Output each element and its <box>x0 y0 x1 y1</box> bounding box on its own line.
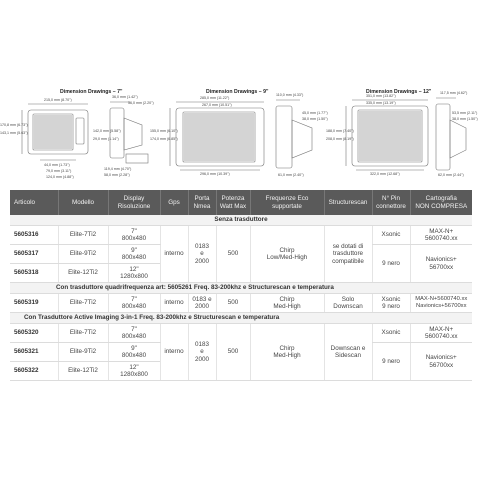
col-structurescan: Structurescan <box>324 190 372 215</box>
dim-7-side-d: 58,0 mm (2.28") <box>104 173 130 177</box>
col-potenza <box>216 190 250 215</box>
article-code: 5605319 <box>10 294 58 313</box>
drawing-title-9: Dimension Drawings – 9" <box>206 89 269 95</box>
col-porta <box>188 190 216 215</box>
dimension-drawings-graphics <box>0 0 480 190</box>
model-name: Elite-7Ti2 <box>58 324 108 343</box>
nmea-value: 0183 e 2000 <box>188 294 216 313</box>
unit-7-mount <box>126 154 148 163</box>
dim-9-base: 296,0 mm (10.39") <box>200 172 230 176</box>
carto-value-bottom: Navionics+ 56700xx <box>410 245 472 283</box>
section-title: Senza trasduttore <box>10 215 472 226</box>
structurescan-value: Solo Downscan <box>324 294 372 313</box>
nmea-value: 0183 e 2000 <box>188 226 216 283</box>
power-value: 500 <box>216 294 250 313</box>
dim-12-depth-a: 117,5 mm (4.62") <box>440 91 468 95</box>
dim-9-left-b: 174,0 mm (6.85") <box>150 137 178 141</box>
power-value: 500 <box>216 226 250 283</box>
model-name: Elite-12Ti2 <box>58 362 108 381</box>
section-title: Con Trasduttore Active Imaging 3-in-1 Freq. 83-200khz e Structurescan e temperatura <box>10 313 472 324</box>
dim-7-base-c: 124,0 mm (4.88") <box>46 175 74 179</box>
dim-7-depth-b: 56,0 mm (2.20") <box>128 101 154 105</box>
dim-7-base-b: 79,0 mm (3.11") <box>46 169 72 173</box>
model-name: Elite-9Ti2 <box>58 245 108 264</box>
spec-table <box>10 190 472 381</box>
gps-value: interno <box>160 324 188 381</box>
article-code: 5605321 <box>10 343 58 362</box>
dim-7-left-b: 143,1 mm (5.63") <box>0 131 28 135</box>
article-code: 5605318 <box>10 264 58 283</box>
dim-12-depth-c: 38,0 mm (1.50") <box>452 117 478 121</box>
unit-9-side <box>276 106 292 168</box>
dim-9-width-a: 285,0 mm (11.22") <box>200 96 230 100</box>
display-resolution: 12" 1280x800 <box>108 362 160 381</box>
carto-value-bottom: Navionics+ 56700xx <box>410 343 472 381</box>
unit-12-screen-fill <box>359 111 421 161</box>
pin-value-bottom: 9 nero <box>372 343 410 381</box>
col-porta-label: Porta Nmea <box>193 195 211 210</box>
table-row <box>10 294 472 313</box>
display-resolution: 12" 1280x800 <box>108 264 160 283</box>
carto-value-top: MAX-N+ 5600740.xx <box>410 226 472 245</box>
pin-value-top: Xsonic <box>372 324 410 343</box>
article-code: 5605322 <box>10 362 58 381</box>
frequency-value: Chirp Low/Med-High <box>250 226 324 283</box>
dim-12-side-base: 62,0 mm (2.44") <box>438 173 464 177</box>
carto-value-top: MAX-N+ 5600740.xx <box>410 324 472 343</box>
col-modello: Modello <box>58 190 108 215</box>
dim-7-depth-a: 36,0 mm (1.42") <box>112 95 138 99</box>
model-name: Elite-12Ti2 <box>58 264 108 283</box>
col-gps: Gps <box>160 190 188 215</box>
pin-value: Xsonic 9 nero <box>372 294 410 313</box>
model-name: Elite-9Ti2 <box>58 343 108 362</box>
dim-7-base-a: 44,0 mm (1.73") <box>44 163 70 167</box>
structurescan-value: se dotati di trasduttore compatibile <box>324 226 372 283</box>
col-pin <box>372 190 410 215</box>
carto-value: MAX-N+5600740.xx Navionics+56700xx <box>410 294 472 313</box>
section-row <box>10 283 472 294</box>
section-row <box>10 215 472 226</box>
dim-9-depth-a: 110,0 mm (4.33") <box>276 93 304 97</box>
col-frequenze-label: Frequenze Eco supportate <box>265 195 309 210</box>
dim-7-height-a: 142,0 mm (5.58") <box>93 129 121 133</box>
dim-12-depth-b: 53,5 mm (2.11") <box>452 111 478 115</box>
display-resolution: 7" 800x480 <box>108 294 160 313</box>
dim-7-left-a: 170,8 mm (6.73") <box>0 123 28 127</box>
dim-7-height-b: 29,0 mm (1.14") <box>93 137 119 141</box>
frequency-value: Chirp Med-High <box>250 324 324 381</box>
dim-9-depth-c: 38,0 mm (1.50") <box>302 117 328 121</box>
display-resolution: 9" 800x480 <box>108 245 160 264</box>
table-row <box>10 226 472 245</box>
unit-12-side <box>436 104 450 170</box>
dim-12-left-a: 188,0 mm (7.40") <box>326 129 354 133</box>
unit-7-bracket <box>124 118 142 150</box>
dim-9-depth-b: 45,0 mm (1.77") <box>302 111 328 115</box>
gps-value: interno <box>160 226 188 283</box>
model-name: Elite-7Ti2 <box>58 294 108 313</box>
dim-7-width: 215,0 mm (8.70") <box>44 98 72 102</box>
article-code: 5605317 <box>10 245 58 264</box>
unit-7-keypad <box>76 118 84 144</box>
col-potenza-label: Potenza Watt Max <box>219 195 247 210</box>
unit-7-screen-fill <box>34 115 72 149</box>
col-cartografia-label: Cartografia NON COMPRESA <box>415 195 468 210</box>
section-title: Con trasduttore quadrifrequenza art: 5605261 Freq. 83-200khz e Structurescan e temperatura <box>10 283 472 294</box>
unit-12-bracket <box>450 120 466 158</box>
col-pin-label: N° Pin connettore <box>376 195 406 210</box>
unit-9-screen-fill <box>184 113 254 161</box>
col-display-label: Display Risoluzione <box>117 195 151 210</box>
dim-9-side-base: 61,0 mm (2.40") <box>278 173 304 177</box>
structurescan-value: Downscan e Sidescan <box>324 324 372 381</box>
article-code: 5605320 <box>10 324 58 343</box>
unit-9-bracket <box>292 120 312 158</box>
gps-value: interno <box>160 294 188 313</box>
nmea-value: 0183 e 2000 <box>188 324 216 381</box>
dimension-drawings <box>0 0 480 190</box>
dim-9-left-a: 155,0 mm (6.10") <box>150 129 178 133</box>
frequency-value: Chirp Med-High <box>250 294 324 313</box>
drawing-title-7: Dimension Drawings – 7" <box>60 89 123 95</box>
model-name: Elite-7Ti2 <box>58 226 108 245</box>
display-resolution: 7" 800x480 <box>108 226 160 245</box>
drawing-title-12: Dimension Drawings – 12" <box>366 89 432 95</box>
table-header-row <box>10 190 472 215</box>
dim-7-side-c: 119,4 mm (4.70") <box>104 167 132 171</box>
dim-9-width-b: 267,0 mm (10.51") <box>202 103 232 107</box>
pin-value-top: Xsonic <box>372 226 410 245</box>
dim-12-left-b: 208,0 mm (8.19") <box>326 137 354 141</box>
col-frequenze <box>250 190 324 215</box>
dim-12-base: 322,0 mm (12.68") <box>370 172 400 176</box>
display-resolution: 7" 800x480 <box>108 324 160 343</box>
article-code: 5605316 <box>10 226 58 245</box>
section-row <box>10 313 472 324</box>
display-resolution: 9" 800x480 <box>108 343 160 362</box>
power-value: 500 <box>216 324 250 381</box>
table-row <box>10 324 472 343</box>
col-articolo: Articolo <box>10 190 58 215</box>
dim-12-width-b: 335,0 mm (13.19") <box>366 101 396 105</box>
pin-value-bottom: 9 nero <box>372 245 410 283</box>
col-cartografia <box>410 190 472 215</box>
dim-12-width-a: 351,0 mm (13.82") <box>366 94 396 98</box>
col-display <box>108 190 160 215</box>
